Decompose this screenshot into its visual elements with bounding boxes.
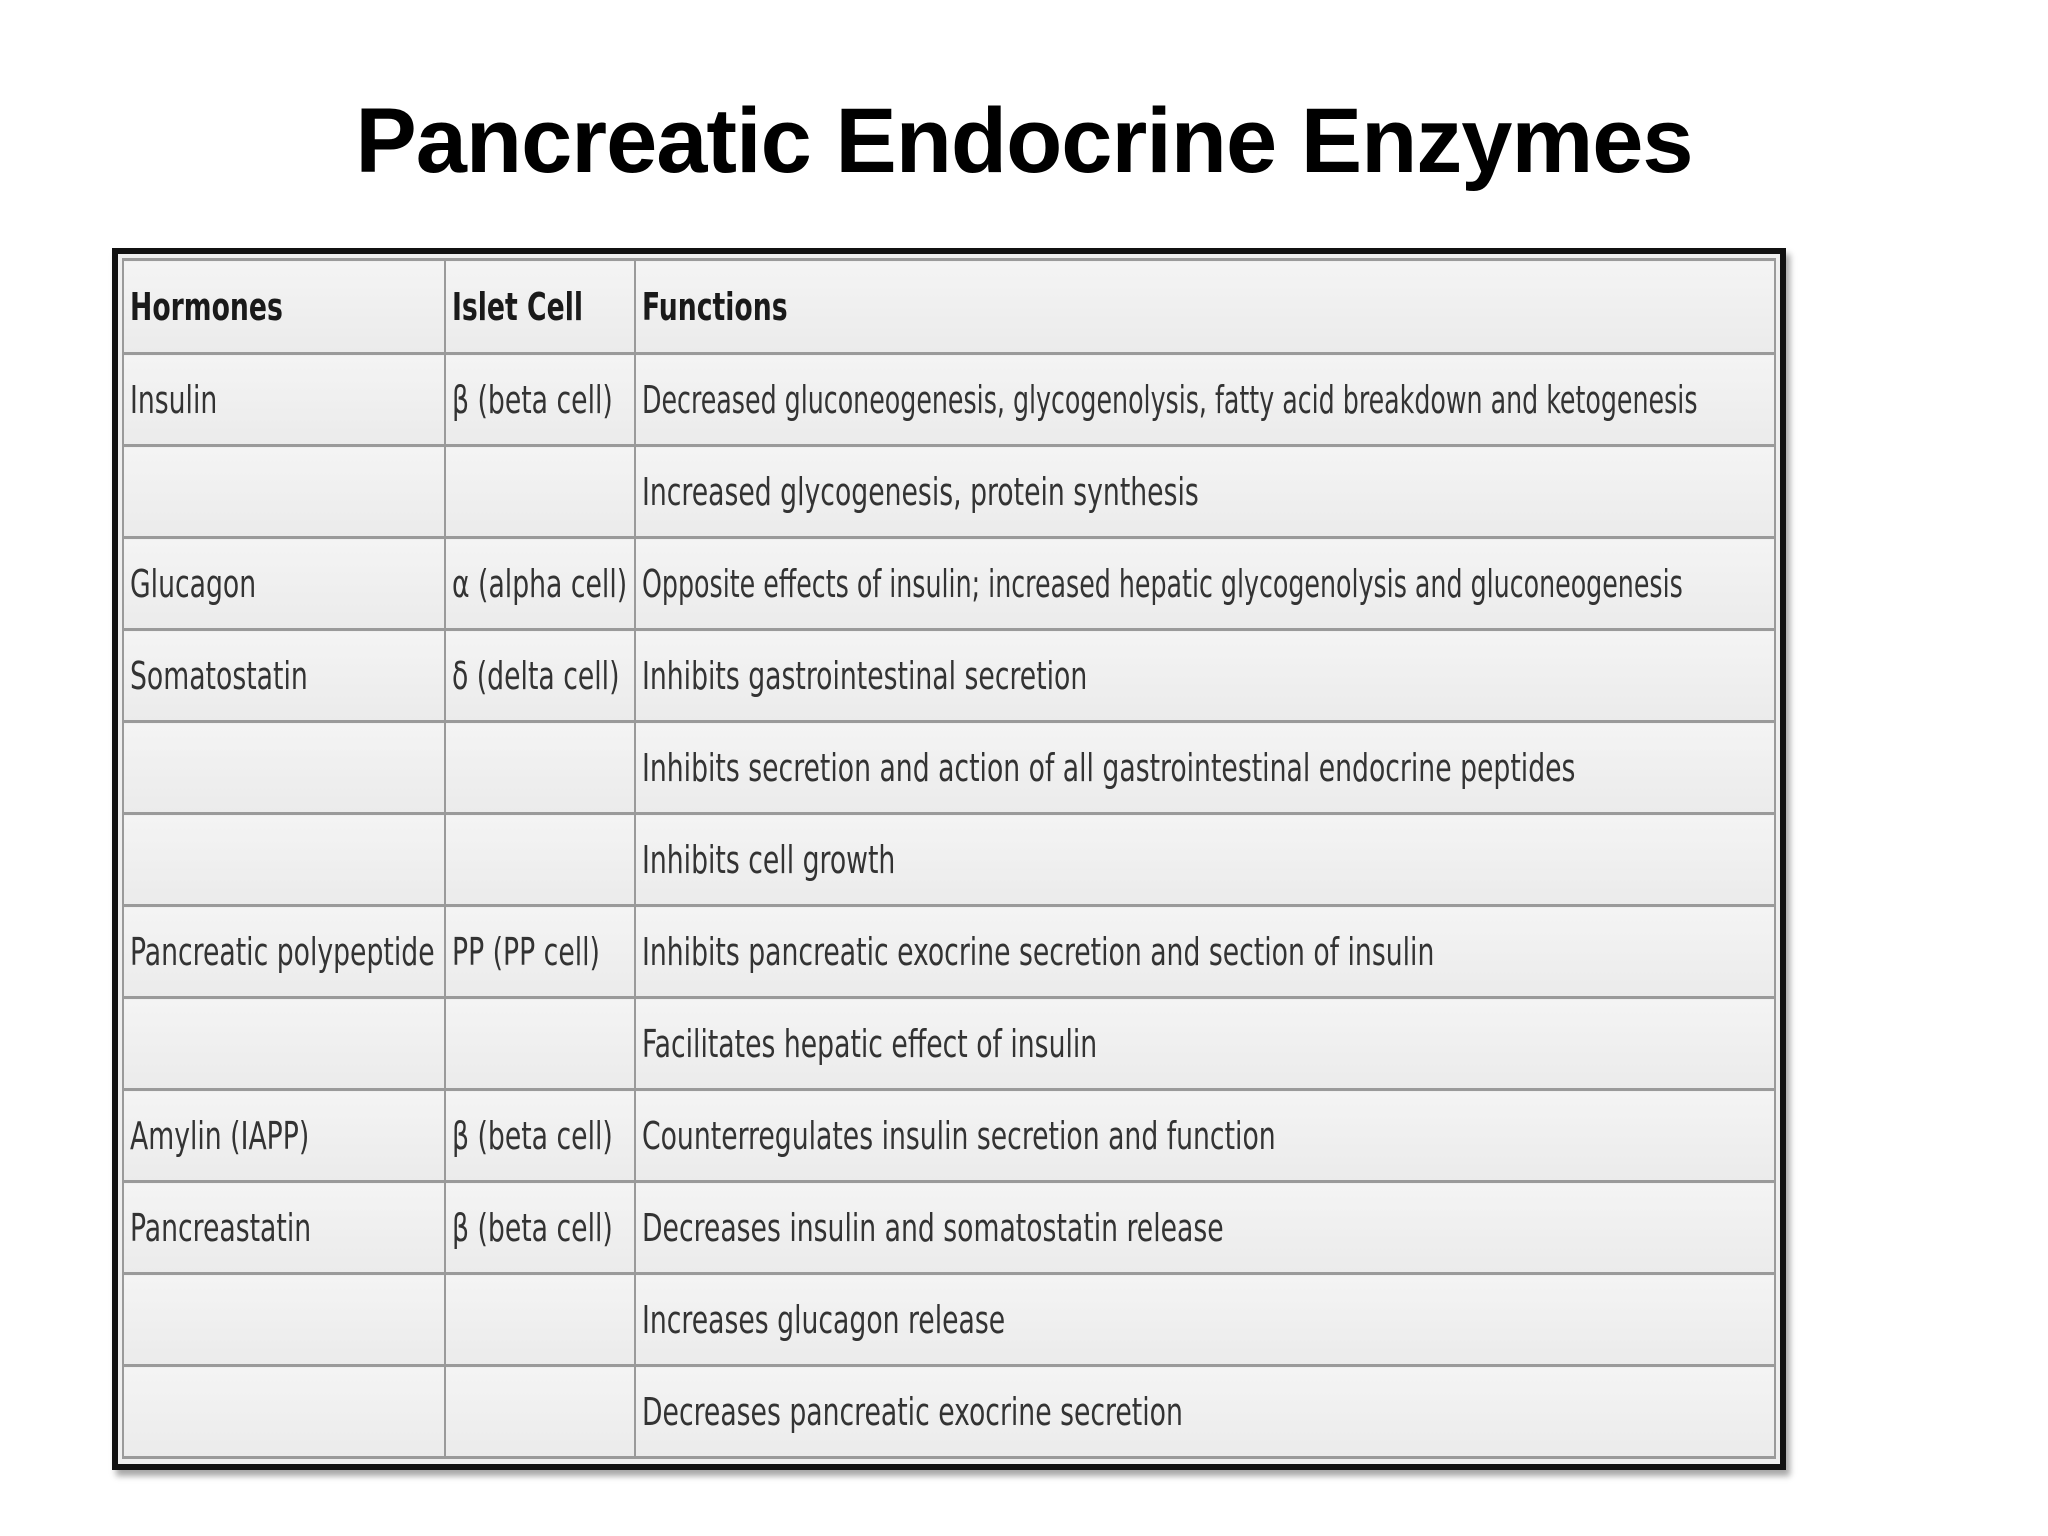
hormone-cell bbox=[123, 446, 445, 538]
table-row bbox=[123, 1090, 1775, 1182]
hormone-cell: Pancreastatin bbox=[123, 1182, 445, 1274]
function-cell: Decreases insulin and somatostatin release bbox=[635, 1182, 1775, 1274]
table-frame bbox=[112, 248, 1786, 1470]
table-row bbox=[123, 630, 1775, 722]
header-islet-cell: Islet Cell bbox=[445, 260, 635, 354]
function-cell: Facilitates hepatic effect of insulin bbox=[635, 998, 1775, 1090]
hormone-cell: Glucagon bbox=[123, 538, 445, 630]
hormone-cell bbox=[123, 814, 445, 906]
table-row bbox=[123, 906, 1775, 998]
table-row bbox=[123, 538, 1775, 630]
slide-title: Pancreatic Endocrine Enzymes bbox=[355, 90, 1693, 192]
islet-cell bbox=[445, 722, 635, 814]
islet-cell bbox=[445, 998, 635, 1090]
islet-cell: β (beta cell) bbox=[445, 354, 635, 446]
function-cell: Decreased gluconeogenesis, glycogenolysis, fatty acid breakdown and ketogenesis bbox=[635, 354, 1775, 446]
hormone-cell: Pancreatic polypeptide bbox=[123, 906, 445, 998]
islet-cell: β (beta cell) bbox=[445, 1090, 635, 1182]
hormone-cell bbox=[123, 998, 445, 1090]
hormones-table bbox=[122, 258, 1776, 1459]
islet-cell: δ (delta cell) bbox=[445, 630, 635, 722]
table-row bbox=[123, 1182, 1775, 1274]
hormone-cell bbox=[123, 722, 445, 814]
table-header-row bbox=[123, 260, 1775, 354]
table-row bbox=[123, 354, 1775, 446]
function-cell: Increased glycogenesis, protein synthesis bbox=[635, 446, 1775, 538]
hormone-cell: Insulin bbox=[123, 354, 445, 446]
table-row bbox=[123, 998, 1775, 1090]
function-cell: Decreases pancreatic exocrine secretion bbox=[635, 1366, 1775, 1458]
function-cell: Inhibits gastrointestinal secretion bbox=[635, 630, 1775, 722]
function-cell: Inhibits pancreatic exocrine secretion and section of insulin bbox=[635, 906, 1775, 998]
function-cell: Inhibits cell growth bbox=[635, 814, 1775, 906]
islet-cell bbox=[445, 814, 635, 906]
header-hormones: Hormones bbox=[123, 260, 445, 354]
islet-cell bbox=[445, 1366, 635, 1458]
table-row bbox=[123, 446, 1775, 538]
function-cell: Increases glucagon release bbox=[635, 1274, 1775, 1366]
header-functions: Functions bbox=[635, 260, 1775, 354]
hormone-cell bbox=[123, 1366, 445, 1458]
table-row bbox=[123, 1274, 1775, 1366]
table-row bbox=[123, 1366, 1775, 1458]
islet-cell bbox=[445, 1274, 635, 1366]
table-row bbox=[123, 814, 1775, 906]
hormone-cell: Amylin (IAPP) bbox=[123, 1090, 445, 1182]
islet-cell: PP (PP cell) bbox=[445, 906, 635, 998]
hormone-cell: Somatostatin bbox=[123, 630, 445, 722]
table-row bbox=[123, 722, 1775, 814]
hormone-cell bbox=[123, 1274, 445, 1366]
islet-cell: β (beta cell) bbox=[445, 1182, 635, 1274]
function-cell: Opposite effects of insulin; increased hepatic glycogenolysis and gluconeogenesis bbox=[635, 538, 1775, 630]
function-cell: Inhibits secretion and action of all gastrointestinal endocrine peptides bbox=[635, 722, 1775, 814]
islet-cell bbox=[445, 446, 635, 538]
function-cell: Counterregulates insulin secretion and function bbox=[635, 1090, 1775, 1182]
islet-cell: α (alpha cell) bbox=[445, 538, 635, 630]
